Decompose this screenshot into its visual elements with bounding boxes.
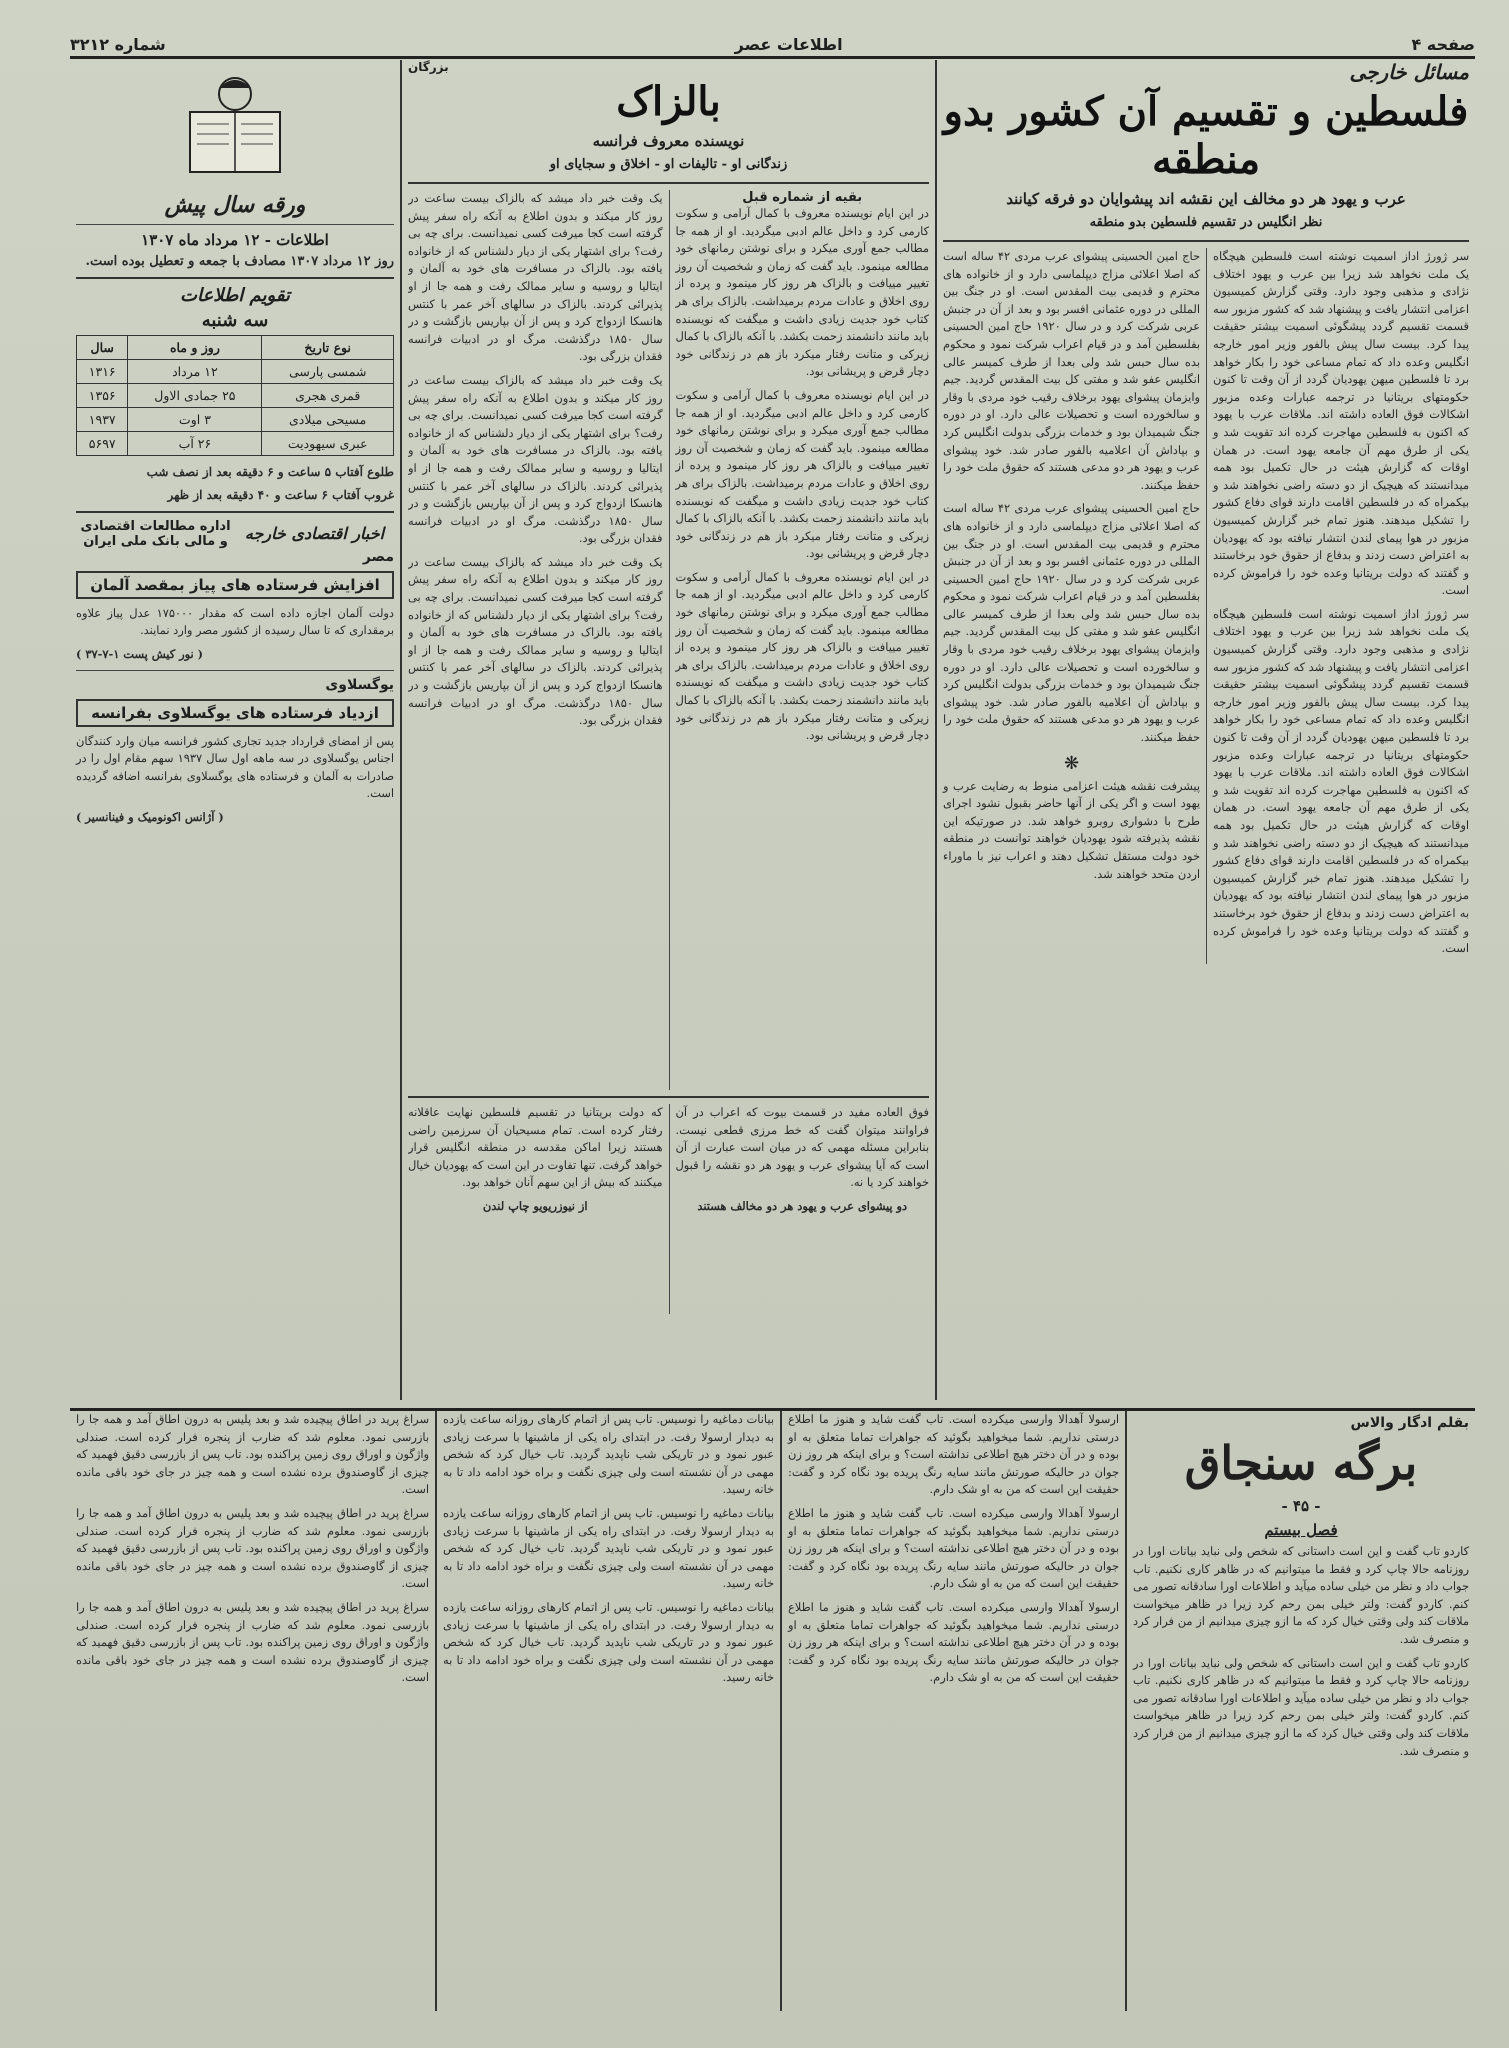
article-column: سر ژورژ اداز اسمیت نوشته است فلسطین هیچگاه یک ملت نخواهد شد زیرا بین عرب و یهود اختلاف نژادی و مذهبی وجود دارد. وقتی گزارش کمیسیون اعزامی انتشار یافت و پیشنهاد شد که کشور مزبور سه قسمت تقسیم گردد پیشگوئی اسمیت بیشتر حقیقت پیدا کرد. بیست سال پیش بالفور وزیر امور خارجه انگلیس وعده داد که تمام مساعی خود را بکار خواهد برد تا فلسطین میهن یهودیان گردد از آن وقت تا کنون حکومتهای بریتانیا در ترجمه عبارات وعده مزبور اشکالات فوق العاده داشته اند. ملاقات عرب با یهود که اکنون به فلسطین مهاجرت کرده اند تقویت شد و یکی از طرق مهم آن جامعه یهود است. در همان اوقات که گزارش هیئت در حال تکمیل بود همه میدانستند که هیچیک از دو دسته راضی نخواهند شد و بیکمراه که در فلسطین اقامت دارند قوای دفاع کشور را تشکیل میدهند. هنوز تمام خبر گزارش کمیسیون مزبور در هوا پیمای لندن انتشار نیافته بود که یهودیان به اعتراض دست زدند و بدفاع از حقوق خود برخاستند و گفتند که دولت بریتانیا وعده خود را فراموش کرده است.: [1213, 249, 1469, 598]
table-row: [77, 407, 394, 431]
balzac-title: بالزاک: [616, 78, 721, 125]
econ-source: اداره مطالعات اقتصادی و مالی بانک ملی ایران: [80, 518, 231, 549]
serial-number: - ۴۵ -: [1281, 1497, 1321, 1515]
serial-text: بیانات دماغیه را نوسیس. تاب پس از اتمام کارهای روزانه ساعت یازده به دیدار ارسولا رفت. در ابتدای راه یکی از ماشینها با سرعت زیادی عبور نمود و در تاریکی شب ناپدید گردید. تاب خیال کرد که شخص مهمی در آن نشسته است ولی چیزی نگفت و براه خود ادامه داد تا به خانه رسید.: [443, 1412, 774, 1497]
sunset: غروب آفتاب ۶ ساعت و ۴۰ دقیقه بعد از ظهر: [167, 488, 394, 503]
main-section: [70, 60, 1475, 1400]
calendar-title: تقویم اطلاعات: [180, 284, 290, 306]
serial-author: بقلم ادگار والاس: [1350, 1415, 1469, 1431]
retro-title: ورقه سال پیش: [164, 192, 306, 218]
news-headline: ازدیاد فرستاده های یوگسلاوی بفرانسه: [76, 699, 394, 727]
article-subtitle: عرب و یهود هر دو مخالف این نقشه اند پیشوایان دو فرقه کیانند: [1006, 190, 1406, 208]
sidebar: [70, 60, 400, 1400]
news-text: دولت آلمان اجازه داده است که مقدار ۱۷۵۰۰۰ عدل پیاز علاوه برمقداری که تا سال رسیده از کشور مصر وارد نمایند.: [76, 605, 394, 638]
calendar-header: سال: [77, 335, 128, 359]
paper-name: اطلاعات عصر: [734, 34, 843, 54]
serial-column: [780, 1411, 1125, 2011]
serial-text: کاردو تاب گفت و این است داستانی که شخص ولی نباید بیانات اورا در روزنامه حالا چاپ کرد و فقط ما میتوانیم که در ظاهر کاری نکنیم. تاب جواب داد و نظر من خیلی ساده میآید و اطلاعات اورا سادقانه تصور می کنم. کاردو گفت: ولتر خیلی بمن رحم کرد زیرا در ظاهر میخواست ملاقات کند ولی وقتی خیال کرد که ما ازو چیزی میدانیم از من فرار کرد و منصرف شد.: [1133, 1655, 1469, 1758]
country-label: یوگسلاوی: [325, 676, 394, 693]
retro-text: روز ۱۲ مرداد ۱۳۰۷ مصادف با جمعه و تعطیل بوده است.: [85, 254, 394, 269]
serial-header-column: [1125, 1411, 1475, 2011]
balzac-column: یک وقت خبر داد میشد که بالزاک بیست ساعت در روز کار میکند و بدون اطلاع به آنکه راه سفر پیش گرفته است کجا میرفت کسی نمیدانست. برای چه بی رفت؟ برای اشتهار یکی از دیار دلشناس که از خانواده یافته بود. بالزاک در مسافرت های خود به آلمان و ایتالیا و روسیه و سایر ممالک رفت و همه جا از او پذیرائی کردند. بالزاک در سالهای آخر عمر با کنتس هانسکا ازدواج کرد و پس از آن بپاریس بازگشت و در سال ۱۸۵۰ درگذشت. مرگ او در ادبیات فرانسه فقدان بزرگی بود.: [408, 372, 663, 546]
balzac-column: در این ایام نویسنده معروف با کمال آرامی و سکوت کارمی کرد و داخل عالم ادبی میگردید. او از همه جا مطالب جمع آوری میکرد و برای نوشتن رمانهای خود مطالعه مینمود. باید گفت که زمان و شخصیت آن روز تغییر مییافت و بالزاک هر روز کار مینمود و پرده از روی اخلاق و عادات مردم برمیداشت. بالزاک برای هر کتاب خود جدیت زیادی داشت و میگفت که نویسنده باید مانند دانشمند زحمت بکشد. با آنکه بالزاک با کمال زیرکی و متانت رفتار میکرد باز هم در زندگانی خود دچار قرض و پریشانی بود.: [675, 569, 929, 743]
serial-text: سراغ پرید در اطاق پیچیده شد و بعد پلیس به درون اطاق آمد و همه جا را بازرسی نمود. معلوم شد که ضارب از پنجره فرار کرده است. صندلی واژگون و اوراق روی زمین پراکنده بود. تاب پس از بازرسی دقیق فهمید که چیزی از گاوصندوق برده نشده است و همه چیز در جای خود باقی مانده است.: [76, 1412, 429, 1497]
calendar-cell: شمسی پارسی: [262, 359, 394, 383]
reader-illustration: [165, 66, 305, 186]
news-source: ( نور کیش پست ۱-۷-۳۷ ): [76, 646, 204, 661]
country-label: مصر: [362, 548, 394, 565]
serial-text: کاردو تاب گفت و این است داستانی که شخص ولی نباید بیانات اورا در روزنامه حالا چاپ کرد و فقط ما میتوانیم که در ظاهر کاری نکنیم. تاب جواب داد و نظر من خیلی ساده میآید و اطلاعات اورا سادقانه تصور می کنم. کاردو گفت: ولتر خیلی بمن رحم کرد زیرا در ظاهر میخواست ملاقات کند ولی وقتی خیال کرد که ما ازو چیزی میدانیم از من فرار کرد و منصرف شد.: [1133, 1544, 1469, 1646]
calendar-cell: ۱۲ مرداد: [128, 359, 262, 383]
serial-text: ارسولا آهدالا وارسی میکرده است. تاب گفت شاید و هنوز ما اطلاع درستی نداریم. شما میخواهید بگوئید که جواهرات تماما متعلق به او بوده و در آن دختر هیچ اطلاعی نداشته است؟ و برای اینکه هر روز زن جوان در حالیکه صورتش مانند سایه رنگ پریده بود نگاه کرد و گفت: حقیقت این است که من به او شک دارم.: [788, 1412, 1119, 1497]
balzac-column: در این ایام نویسنده معروف با کمال آرامی و سکوت کارمی کرد و داخل عالم ادبی میگردید. او از همه جا مطالب جمع آوری میکرد و برای نوشتن رمانهای خود مطالعه مینمود. باید گفت که زمان و شخصیت آن روز تغییر مییافت و بالزاک هر روز کار مینمود و پرده از روی اخلاق و عادات مردم برمیداشت. بالزاک برای هر کتاب خود جدیت زیادی داشت و میگفت که نویسنده باید مانند دانشمند زحمت بکشد. با آنکه بالزاک با کمال زیرکی و متانت رفتار میکرد باز هم در زندگانی خود دچار قرض و پریشانی بود.: [675, 387, 929, 561]
article-column: پیشرفت نقشه هیئت اعزامی منوط به رضایت عرب و یهود است و اگر یکی از آنها حاضر بقبول نشود اجرای طرح با دشواری روبرو خواهد شد. در صورتیکه این نقشه پذیرفته شود یهودیان خواهند توانست در منطقه خود دولت مستقل تشکیل دهند و اعراب نیز با ماوراء اردن متحد خواهند شد.: [943, 778, 1200, 881]
issue-number: شماره ۳۲۱۲: [70, 34, 166, 54]
calendar-cell: قمری هجری: [262, 383, 394, 407]
calendar-cell: ۲۵ جمادی الاول: [128, 383, 262, 407]
table-row: [77, 431, 394, 455]
article-column: حاج امین الحسینی پیشوای عرب مردی ۴۲ ساله است که اصلا اعلائی مزاج دیپلماسی دارد و از خانواده های محترم و قدیمی بیت المقدس است. او در جنگ بین المللی در دوره عثمانی افسر بود و بعد از آن در جنبش عربی شرکت کرد و در سال ۱۹۲۰ حاج امین الحسینی بفلسطین آمد و در قیام اعراب شرکت نمود و محکوم بده سال حبس شد ولی بعدا از طرف کمیسر عالی انگلیس عفو شد و مفتی کل بیت المقدس گردید. جیم وایزمان پیشوای یهود برخلاف رقیب خود مردی با وقار و سالخورده است و تحصیلات عالی دارد. او در دوره جنگ شیمیدان بود و خدمات بزرگی بدولت انگلیس کرد و بپاداش آن اعلامیه بالفور صادر شد. خود پیشوای عرب و یهود هر دو مدعی هستند که حقوق ملت خود را حفظ میکنند.: [943, 501, 1200, 745]
calendar-cell: ۱۳۵۶: [77, 383, 128, 407]
sunrise: طلوع آفتاب ۵ ساعت و ۶ دقیقه بعد از نصف شب: [146, 464, 394, 479]
calendar-cell: ۱۹۳۷: [77, 407, 128, 431]
section-label: مسائل خارجی: [1349, 60, 1469, 84]
balzac-column: در این ایام نویسنده معروف با کمال آرامی و سکوت کارمی کرد و داخل عالم ادبی میگردید. او از همه جا مطالب جمع آوری میکرد و برای نوشتن رمانهای خود مطالعه مینمود. باید گفت که زمان و شخصیت آن روز تغییر مییافت و بالزاک هر روز کار مینمود و پرده از روی اخلاق و عادات مردم برمیداشت. بالزاک برای هر کتاب خود جدیت زیادی داشت و میگفت که نویسنده باید مانند دانشمند زحمت بکشد. با آنکه بالزاک با کمال زیرکی و متانت رفتار میکرد باز هم در زندگانی خود دچار قرض و پریشانی بود.: [675, 206, 929, 379]
separator-ornament: ❋: [1063, 752, 1080, 774]
news-column: که دولت بریتانیا در تقسیم فلسطین نهایت عاقلانه رفتار کرده است. تمام مسیحیان آن سرزمین راضی هستند زیرا اماکن مقدسه در منطقه انگلیس قرار خواهد گرفت. تنها تفاوت در این است که یهودیان خیال میکنند که بیش از این سهم آنان خواهد بود.: [408, 1105, 663, 1190]
palestine-article: [935, 60, 1475, 1400]
serial-section: [70, 1408, 1475, 2011]
calendar-table: [76, 335, 394, 456]
serial-text: ارسولا آهدالا وارسی میکرده است. تاب گفت شاید و هنوز ما اطلاع درستی نداریم. شما میخواهید بگوئید که جواهرات تماما متعلق به او بوده و در آن دختر هیچ اطلاعی نداشته است؟ و برای اینکه هر روز زن جوان در حالیکه صورتش مانند سایه رنگ پریده بود نگاه کرد و گفت: حقیقت این است که من به او شک دارم.: [788, 1599, 1119, 1685]
calendar-cell: مسیحی میلادی: [262, 407, 394, 431]
balzac-subtitle: نویسنده معروف فرانسه: [592, 132, 745, 150]
news-text: پس از امضای قرارداد جدید تجاری کشور فرانسه میان وارد کنندگان اجناس یوگسلاوی در سه ماهه اول سال ۱۹۳۷ سهم مقام اول را در صادرات به آلمان و فرستاده های یوگسلاوی بفرانسه اضافه گردیده است.: [76, 733, 394, 801]
calendar-cell: عبری سیهودیت: [262, 431, 394, 455]
calendar-cell: ۳ اوت: [128, 407, 262, 431]
calendar-cell: ۲۶ آب: [128, 431, 262, 455]
news-headline: افزایش فرستاده های پیاز بمقصد آلمان: [76, 571, 394, 599]
table-row: [77, 383, 394, 407]
article-subtitle-2: نظر انگلیس در تقسیم فلسطین بدو منطقه: [1089, 215, 1323, 230]
serial-text: ارسولا آهدالا وارسی میکرده است. تاب گفت شاید و هنوز ما اطلاع درستی نداریم. شما میخواهید بگوئید که جواهرات تماما متعلق به او بوده و در آن دختر هیچ اطلاعی نداشته است؟ و برای اینکه هر روز زن جوان در حالیکه صورتش مانند سایه رنگ پریده بود نگاه کرد و گفت: حقیقت این است که من به او شک دارم.: [788, 1505, 1119, 1591]
weekday: سه شنبه: [201, 309, 269, 331]
news-end: دو پیشوای عرب و یهود هر دو مخالف هستند: [697, 1198, 908, 1213]
serial-text: سراغ پرید در اطاق پیچیده شد و بعد پلیس به درون اطاق آمد و همه جا را بازرسی نمود. معلوم شد که ضارب از پنجره فرار کرده است. صندلی واژگون و اوراق روی زمین پراکنده بود. تاب پس از بازرسی دقیق فهمید که چیزی از گاوصندوق برده نشده است و همه چیز در جای خود باقی مانده است.: [76, 1505, 429, 1591]
masthead: [70, 32, 1475, 59]
balzac-subtitle-2: زندگانی او - تالیفات او - اخلاق و سجایای او: [549, 157, 788, 172]
article-column: حاج امین الحسینی پیشوای عرب مردی ۴۲ ساله است که اصلا اعلائی مزاج دیپلماسی دارد و از خانواده های محترم و قدیمی بیت المقدس است. او در جنگ بین المللی در دوره عثمانی افسر بود و بعد از آن در جنبش عربی شرکت کرد و در سال ۱۹۲۰ حاج امین الحسینی بفلسطین آمد و در قیام اعراب شرکت نمود و محکوم بده سال حبس شد ولی بعدا از طرف کمیسر عالی انگلیس عفو شد و مفتی کل بیت المقدس گردید. جیم وایزمان پیشوای یهود برخلاف رقیب خود مردی با وقار و سالخورده است و تحصیلات عالی دارد. او در دوره جنگ شیمیدان بود و خدمات بزرگی بدولت انگلیس کرد و بپاداش آن اعلامیه بالفور صادر شد. خود پیشوای عرب و یهود هر دو مدعی هستند که حقوق ملت خود را حفظ میکنند.: [943, 249, 1200, 492]
serial-column: [70, 1411, 435, 2011]
news-column: فوق العاده مفید در قسمت بیوت که اعراب در آن فراوانند میتوان گفت که خط مرزی قطعی نیست. بنابراین مسئله مهمی که در میان است عبارت از آن است که آیا پیشوای عرب و یهود هر دو نقشه را قبول خواهند کرد یا نه.: [675, 1105, 929, 1190]
chapter-title: فصل بیستم: [1264, 1521, 1338, 1539]
econ-label: اخبار اقتصادی خارجه: [244, 524, 385, 544]
news-source: ( آژانس اکونومیک و فینانسیر ): [76, 809, 224, 824]
retro-date: اطلاعات - ۱۲ مرداد ماه ۱۳۰۷: [141, 231, 329, 249]
article-column: سر ژورژ اداز اسمیت نوشته است فلسطین هیچگاه یک ملت نخواهد شد زیرا بین عرب و یهود اختلاف نژادی و مذهبی وجود دارد. وقتی گزارش کمیسیون اعزامی انتشار یافت و پیشنهاد شد که کشور مزبور سه قسمت تقسیم گردد پیشگوئی اسمیت بیشتر حقیقت پیدا کرد. بیست سال پیش بالفور وزیر امور خارجه انگلیس وعده داد که تمام مساعی خود را بکار خواهد برد تا فلسطین میهن یهودیان گردد از آن وقت تا کنون حکومتهای بریتانیا در ترجمه عبارات وعده مزبور اشکالات فوق العاده داشته اند. ملاقات عرب با یهود که اکنون به فلسطین مهاجرت کرده اند تقویت شد و یکی از طرق مهم آن جامعه یهود است. در همان اوقات که گزارش هیئت در حال تکمیل بود همه میدانستند که هیچیک از دو دسته راضی نخواهند شد و بیکمراه که در فلسطین اقامت دارند قوای دفاع کشور را تشکیل میدهند. هنوز تمام خبر گزارش کمیسیون مزبور در هوا پیمای لندن انتشار نیافته بود که یهودیان به اعتراض دست زدند و بدفاع از حقوق خود برخاستند و گفتند که دولت بریتانیا وعده خود را فراموش کرده است.: [1213, 606, 1469, 956]
calendar-header: نوع تاریخ: [262, 335, 394, 359]
serial-text: سراغ پرید در اطاق پیچیده شد و بعد پلیس به درون اطاق آمد و همه جا را بازرسی نمود. معلوم شد که ضارب از پنجره فرار کرده است. صندلی واژگون و اوراق روی زمین پراکنده بود. تاب پس از بازرسی دقیق فهمید که چیزی از گاوصندوق برده نشده است و همه چیز در جای خود باقی مانده است.: [76, 1599, 429, 1685]
calendar-cell: ۵۶۹۷: [77, 431, 128, 455]
serial-title: برگه سنجاق: [1184, 1436, 1418, 1490]
article-title: فلسطین و تقسیم آن کشور بدو منطقه: [943, 88, 1469, 183]
page-number: صفحه ۴: [1411, 34, 1475, 54]
serial-column: [435, 1411, 780, 2011]
calendar-cell: ۱۳۱۶: [77, 359, 128, 383]
continued-label: بقیه از شماره قبل: [742, 190, 863, 205]
news-source: از نیوزریویو چاپ لندن: [482, 1198, 588, 1213]
calendar-header: روز و ماه: [128, 335, 262, 359]
table-row: [77, 359, 394, 383]
balzac-column: یک وقت خبر داد میشد که بالزاک بیست ساعت در روز کار میکند و بدون اطلاع به آنکه راه سفر پیش گرفته است کجا میرفت کسی نمیدانست. برای چه بی رفت؟ برای اشتهار یکی از دیار دلشناس که از خانواده یافته بود. بالزاک در مسافرت های خود به آلمان و ایتالیا و روسیه و سایر ممالک رفت و همه جا از او پذیرائی کردند. بالزاک در سالهای آخر عمر با کنتس هانسکا ازدواج کرد و پس از آن بپاریس بازگشت و در سال ۱۸۵۰ درگذشت. مرگ او در ادبیات فرانسه فقدان بزرگی بود.: [408, 554, 663, 728]
column-label: بزرگان: [408, 60, 449, 74]
serial-text: بیانات دماغیه را نوسیس. تاب پس از اتمام کارهای روزانه ساعت یازده به دیدار ارسولا رفت. در ابتدای راه یکی از ماشینها با سرعت زیادی عبور نمود و در تاریکی شب ناپدید گردید. تاب خیال کرد که شخص مهمی در آن نشسته است ولی چیزی نگفت و براه خود ادامه داد تا به خانه رسید.: [443, 1599, 774, 1685]
balzac-article: [400, 60, 935, 1400]
balzac-column: یک وقت خبر داد میشد که بالزاک بیست ساعت در روز کار میکند و بدون اطلاع به آنکه راه سفر پیش گرفته است کجا میرفت کسی نمیدانست. برای چه بی رفت؟ برای اشتهار یکی از دیار دلشناس که از خانواده یافته بود. بالزاک در مسافرت های خود به آلمان و ایتالیا و روسیه و سایر ممالک رفت و همه جا از او پذیرائی کردند. بالزاک در سالهای آخر عمر با کنتس هانسکا ازدواج کرد و پس از آن بپاریس بازگشت و در سال ۱۸۵۰ درگذشت. مرگ او در ادبیات فرانسه فقدان بزرگی بود.: [408, 191, 663, 364]
serial-text: بیانات دماغیه را نوسیس. تاب پس از اتمام کارهای روزانه ساعت یازده به دیدار ارسولا رفت. در ابتدای راه یکی از ماشینها با سرعت زیادی عبور نمود و در تاریکی شب ناپدید گردید. تاب خیال کرد که شخص مهمی در آن نشسته است ولی چیزی نگفت و براه خود ادامه داد تا به خانه رسید.: [443, 1505, 774, 1591]
